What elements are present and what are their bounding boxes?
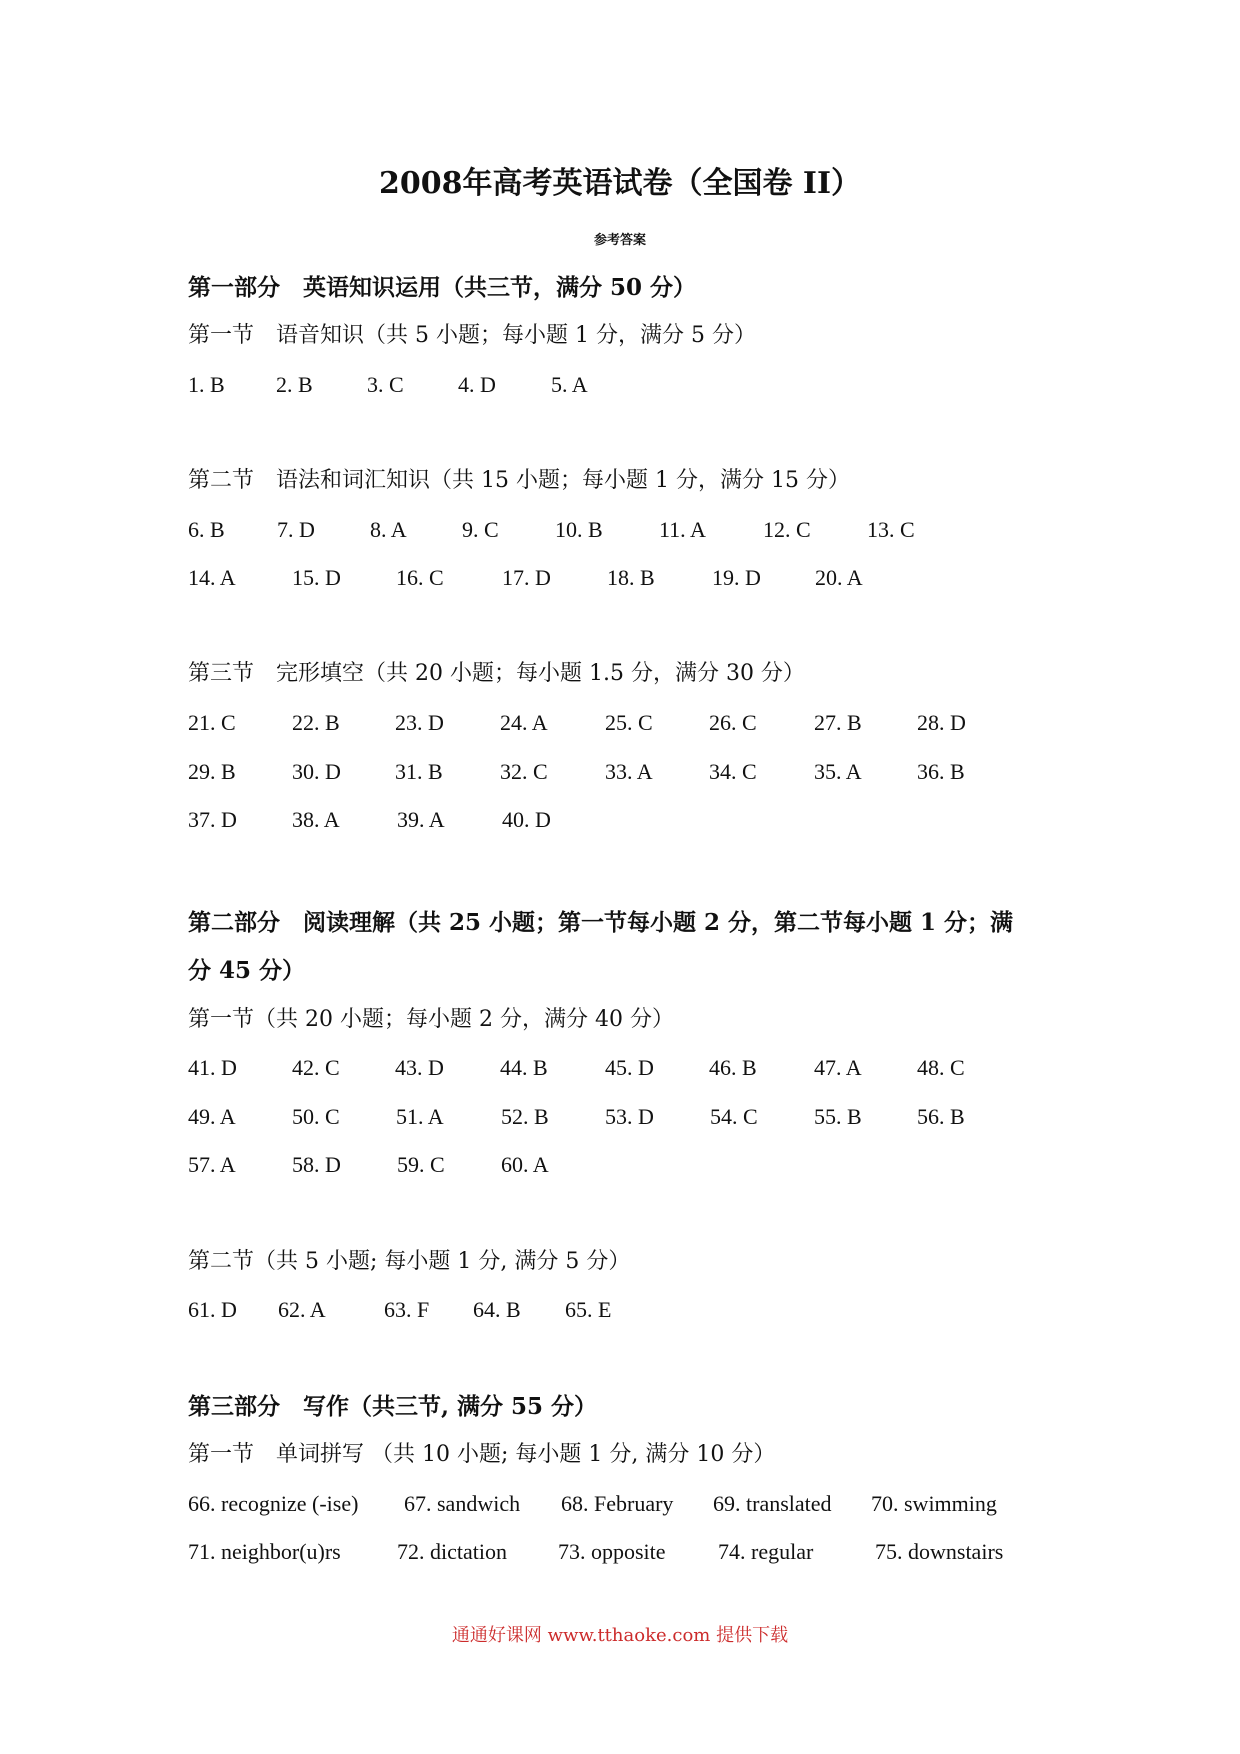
answer-item: 48. C xyxy=(917,1055,965,1080)
answer-item: 46. B xyxy=(709,1055,757,1080)
part2-sec2-heading: 第二节（共 5 小题; 每小题 1 分, 满分 5 分） xyxy=(188,1249,631,1274)
answer-item: 7. D xyxy=(277,517,315,542)
answer-item: 51. A xyxy=(396,1104,444,1129)
answer-item: 28. D xyxy=(917,710,966,735)
answer-item: 32. C xyxy=(500,759,548,784)
answer-row xyxy=(0,708,1240,738)
answer-item: 6. B xyxy=(188,517,225,542)
answer-item: 11. A xyxy=(659,517,706,542)
answer-item: 47. A xyxy=(814,1055,862,1080)
answer-item: 29. B xyxy=(188,759,236,784)
answer-row xyxy=(0,1537,1240,1567)
answer-item: 16. C xyxy=(396,565,444,590)
answer-item: 60. A xyxy=(501,1152,549,1177)
answer-item: 52. B xyxy=(501,1104,549,1129)
answer-item: 34. C xyxy=(709,759,757,784)
answer-item: 43. D xyxy=(395,1055,444,1080)
answer-item: 54. C xyxy=(710,1104,758,1129)
answer-item: 42. C xyxy=(292,1055,340,1080)
part1-sec2-heading: 第二节 语法和词汇知识（共 15 小题；每小题 1 分，满分 15 分） xyxy=(188,468,850,493)
answer-item: 27. B xyxy=(814,710,862,735)
answer-item: 5. A xyxy=(551,372,588,397)
answer-item: 25. C xyxy=(605,710,653,735)
answer-item: 75. downstairs xyxy=(875,1539,1004,1564)
answer-row xyxy=(0,1053,1240,1083)
answer-item: 63. F xyxy=(384,1297,430,1322)
answer-item: 12. C xyxy=(763,517,811,542)
answer-item: 8. A xyxy=(370,517,407,542)
part2-sec1-heading: 第一节（共 20 小题；每小题 2 分，满分 40 分） xyxy=(188,1007,674,1032)
answer-item: 31. B xyxy=(395,759,443,784)
answer-item: 33. A xyxy=(605,759,653,784)
answer-item: 19. D xyxy=(712,565,761,590)
answer-item: 45. D xyxy=(605,1055,654,1080)
answer-item: 4. D xyxy=(458,372,496,397)
answer-item: 20. A xyxy=(815,565,863,590)
answer-item: 53. D xyxy=(605,1104,654,1129)
answer-item: 17. D xyxy=(502,565,551,590)
answer-item: 35. A xyxy=(814,759,862,784)
answer-row xyxy=(0,757,1240,787)
answer-item: 30. D xyxy=(292,759,341,784)
part1-sec3-heading: 第三节 完形填空（共 20 小题；每小题 1.5 分，满分 30 分） xyxy=(188,661,805,686)
answer-item: 73. opposite xyxy=(558,1539,666,1564)
answer-item: 36. B xyxy=(917,759,965,784)
answer-item: 50. C xyxy=(292,1104,340,1129)
answer-item: 41. D xyxy=(188,1055,237,1080)
footer-watermark: 通通好课网 www.tthaoke.com 提供下载 xyxy=(451,1625,789,1646)
part3-sec1-heading: 第一节 单词拼写 （共 10 小题; 每小题 1 分, 满分 10 分） xyxy=(188,1442,776,1467)
answer-item: 13. C xyxy=(867,517,915,542)
answer-item: 40. D xyxy=(502,807,551,832)
answer-item: 67. sandwich xyxy=(404,1491,521,1516)
answer-item: 37. D xyxy=(188,807,237,832)
answer-item: 18. B xyxy=(607,565,655,590)
answer-item: 23. D xyxy=(395,710,444,735)
answer-row xyxy=(0,1150,1240,1180)
answer-item: 49. A xyxy=(188,1104,236,1129)
answer-item: 57. A xyxy=(188,1152,236,1177)
part3-heading: 第三部分 写作（共三节, 满分 55 分） xyxy=(188,1393,598,1420)
answer-item: 74. regular xyxy=(718,1539,814,1564)
answer-item: 15. D xyxy=(292,565,341,590)
answer-item: 39. A xyxy=(397,807,445,832)
answer-item: 3. C xyxy=(367,372,404,397)
answer-item: 64. B xyxy=(473,1297,521,1322)
part2-heading-continued: 分 45 分） xyxy=(188,957,306,984)
answer-item: 69. translated xyxy=(713,1491,832,1516)
answer-item: 14. A xyxy=(188,565,236,590)
answer-item: 70. swimming xyxy=(871,1491,997,1516)
answer-item: 21. C xyxy=(188,710,236,735)
answer-item: 61. D xyxy=(188,1297,237,1322)
answer-item: 22. B xyxy=(292,710,340,735)
answer-item: 71. neighbor(u)rs xyxy=(188,1539,341,1564)
answer-item: 72. dictation xyxy=(397,1539,507,1564)
answer-row xyxy=(0,1489,1240,1519)
answer-item: 56. B xyxy=(917,1104,965,1129)
answer-item: 59. C xyxy=(397,1152,445,1177)
answer-item: 2. B xyxy=(276,372,313,397)
answer-row xyxy=(0,563,1240,593)
part2-heading: 第二部分 阅读理解（共 25 小题；第一节每小题 2 分，第二节每小题 1 分；满 xyxy=(188,909,1014,936)
answer-item: 9. C xyxy=(462,517,499,542)
answer-item: 58. D xyxy=(292,1152,341,1177)
part1-heading: 第一部分 英语知识运用（共三节，满分 50 分） xyxy=(188,274,697,301)
answer-item: 44. B xyxy=(500,1055,548,1080)
answer-row xyxy=(0,515,1240,545)
answer-item: 10. B xyxy=(555,517,603,542)
part1-sec1-heading: 第一节 语音知识（共 5 小题；每小题 1 分，满分 5 分） xyxy=(188,323,756,348)
answer-item: 1. B xyxy=(188,372,225,397)
answer-row xyxy=(0,370,1240,400)
answer-item: 65. E xyxy=(565,1297,612,1322)
page-subtitle: 参考答案 xyxy=(593,233,646,248)
answer-item: 55. B xyxy=(814,1104,862,1129)
answer-item: 26. C xyxy=(709,710,757,735)
answer-item: 66. recognize (-ise) xyxy=(188,1491,359,1516)
answer-row xyxy=(0,805,1240,835)
answer-item: 68. February xyxy=(561,1491,674,1516)
answer-row xyxy=(0,1295,1240,1325)
answer-item: 38. A xyxy=(292,807,340,832)
page-title: 2008年高考英语试卷（全国卷 II） xyxy=(378,166,861,201)
answer-item: 62. A xyxy=(278,1297,326,1322)
answer-row xyxy=(0,1102,1240,1132)
answer-item: 24. A xyxy=(500,710,548,735)
